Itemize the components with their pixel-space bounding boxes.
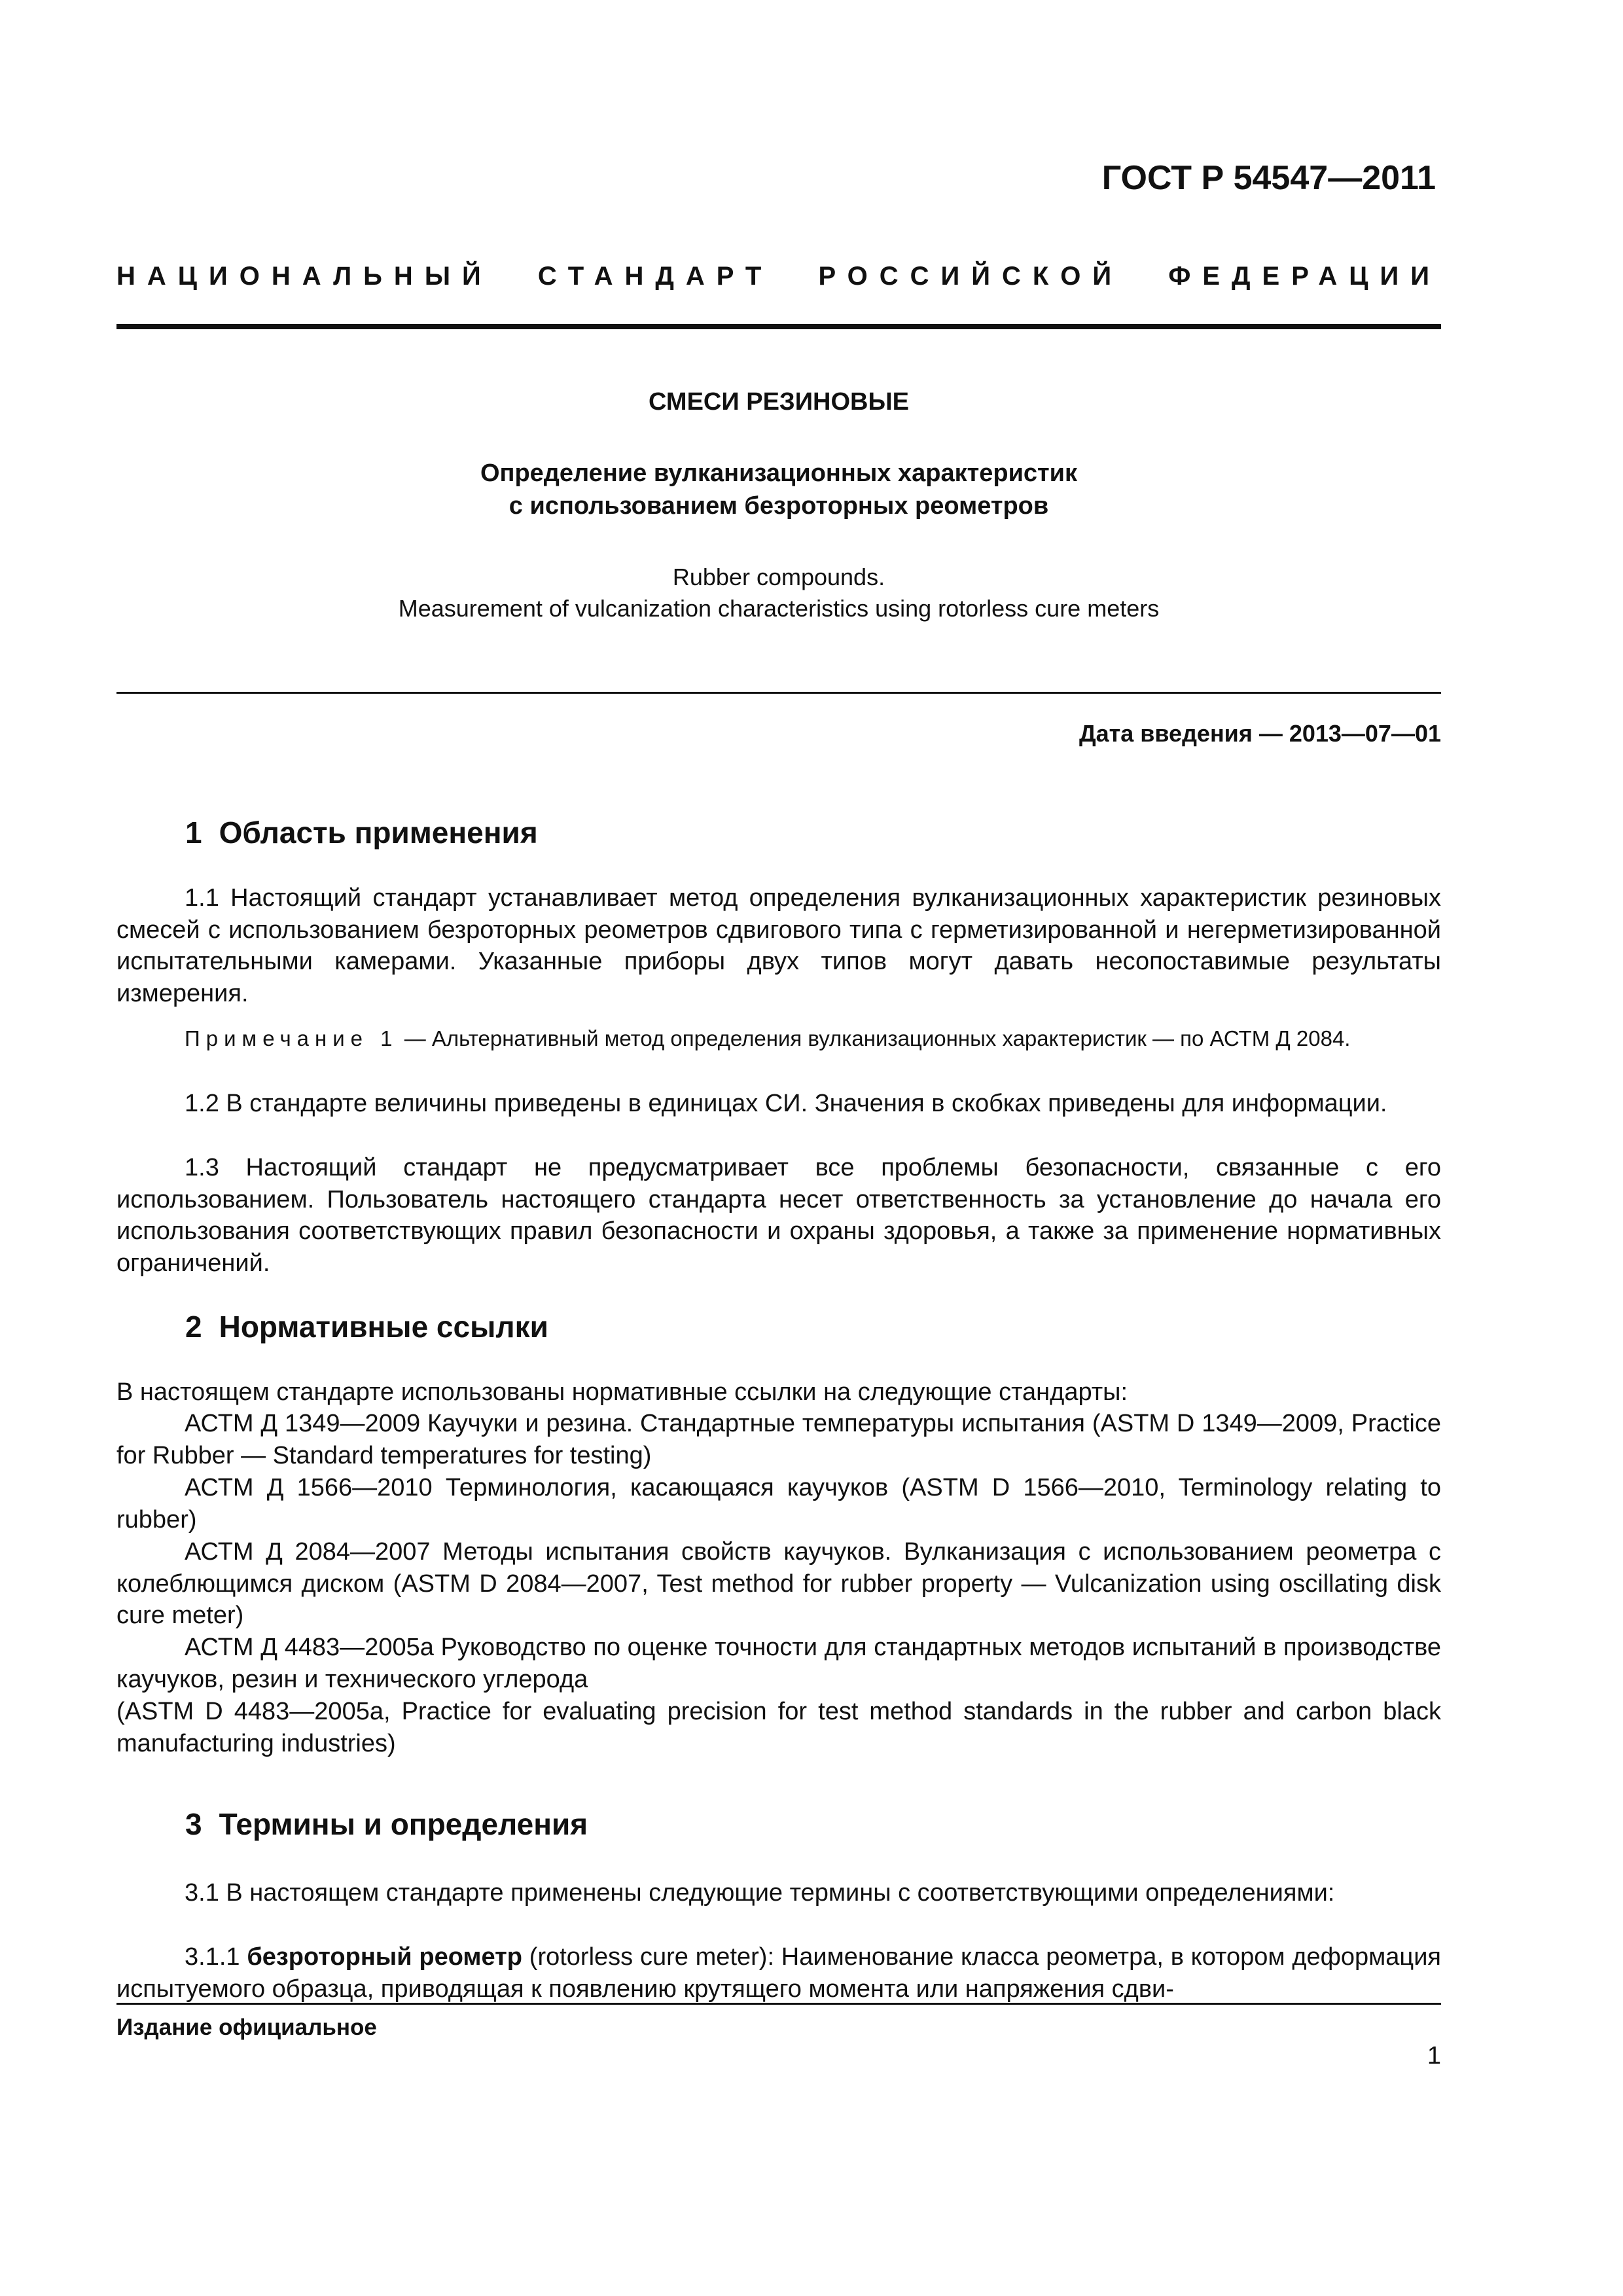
section-1-heading xyxy=(185,815,538,850)
title-divider xyxy=(116,692,1441,694)
footer-divider xyxy=(116,2003,1441,2005)
paragraph-1-2: 1.2 В стандарте величины приведены в единицах СИ. Значения в скобках приведены для информации. xyxy=(185,1090,1387,1117)
page-number: 1 xyxy=(1427,2042,1441,2070)
english-title-line-2: Measurement of vulcanization characteristics using rotorless cure meters xyxy=(398,595,1160,622)
edition-label: Издание официальное xyxy=(116,2015,377,2040)
english-title xyxy=(116,562,1441,624)
clause-number: 3.1.1 xyxy=(185,1943,247,1971)
subtitle-line-2: с использованием безроторных реометров xyxy=(508,492,1049,520)
reference-astm-d4483: АСТМ Д 4483—2005а Руководство по оценке точности для стандартных методов испытаний в производстве каучуков, резин и технического углерода xyxy=(116,1634,1441,1693)
section-number: 3 xyxy=(185,1807,202,1841)
national-title-word: РОССИЙСКОЙ xyxy=(818,262,1124,291)
note-1 xyxy=(116,1024,1441,1053)
paragraph-1-1: 1.1 Настоящий стандарт устанавливает метод определения вулканизационных характеристик резиновых смесей с использованием безроторных реометров сдвигового типа с герметизированной и негерметизированной испытательными камерами. Указанные приборы двух типов могут давать несопоставимые результаты измерения. xyxy=(116,884,1441,1007)
english-title-line-1: Rubber compounds. xyxy=(672,564,885,590)
reference-astm-d2084: АСТМ Д 2084—2007 Методы испытания свойств каучуков. Вулканизация с использованием реометра с колеблющимся диском (ASTM D 2084—2007, Test method for rubber property — Vulcanization using oscillating disk cure meter) xyxy=(116,1538,1441,1629)
section-title: Область применения xyxy=(219,816,538,850)
note-label: Примечание 1 xyxy=(185,1026,399,1050)
paragraph-3-1-1 xyxy=(116,1941,1441,2005)
note-text: — Альтернативный метод определения вулканизационных характеристик — по АСТМ Д 2084. xyxy=(398,1026,1351,1050)
reference-astm-d1566: АСТМ Д 1566—2010 Терминология, касающаяся каучуков (ASTM D 1566—2010, Terminology relating to rubber) xyxy=(116,1474,1441,1534)
introduction-date: Дата введения — 2013—07—01 xyxy=(1079,720,1441,747)
subtitle-line-1: Определение вулканизационных характеристик xyxy=(480,459,1078,487)
national-standard-title xyxy=(116,262,1441,291)
header-divider xyxy=(116,324,1441,329)
term-definition: (rotorless cure meter): Наименование класса реометра, в котором деформация испытуемого образца, приводящая к появлению крутящего момента или напряжения сдви- xyxy=(116,1943,1441,2003)
standard-title: СМЕСИ РЕЗИНОВЫЕ xyxy=(648,388,910,416)
paragraph-3-1: 3.1 В настоящем стандарте применены следующие термины с соответствующими определениями: xyxy=(185,1879,1335,1907)
section-2-heading xyxy=(185,1309,548,1344)
section-title: Нормативные ссылки xyxy=(219,1310,548,1344)
references-intro: В настоящем стандарте использованы нормативные ссылки на следующие стандарты: xyxy=(116,1378,1128,1406)
section-number: 1 xyxy=(185,816,202,850)
section-number: 2 xyxy=(185,1310,202,1344)
national-title-word: СТАНДАРТ xyxy=(537,262,774,291)
reference-astm-d1349: АСТМ Д 1349—2009 Каучуки и резина. Стандартные температуры испытания (ASTM D 1349—2009, Practice for Rubber — Standard temperatures for testing) xyxy=(116,1410,1441,1469)
section-title: Термины и определения xyxy=(219,1807,588,1841)
standard-subtitle xyxy=(116,457,1441,522)
reference-astm-d4483-english: (ASTM D 4483—2005a, Practice for evaluating precision for test method standards in the rubber and carbon black manufacturing industries) xyxy=(116,1698,1441,1757)
document-code: ГОСТ Р 54547—2011 xyxy=(1101,159,1436,197)
section-3-heading xyxy=(185,1806,588,1842)
national-title-word: НАЦИОНАЛЬНЫЙ xyxy=(116,262,493,291)
term: безроторный реометр xyxy=(247,1943,522,1971)
paragraph-1-3: 1.3 Настоящий стандарт не предусматривает все проблемы безопасности, связанные с его использованием. Пользователь настоящего стандарта несет ответственность за установление до начала его использования соответствующих правил безопасности и охраны здоровья, а также за применение нормативных ограничений. xyxy=(116,1154,1441,1277)
national-title-word: ФЕДЕРАЦИИ xyxy=(1168,262,1441,291)
